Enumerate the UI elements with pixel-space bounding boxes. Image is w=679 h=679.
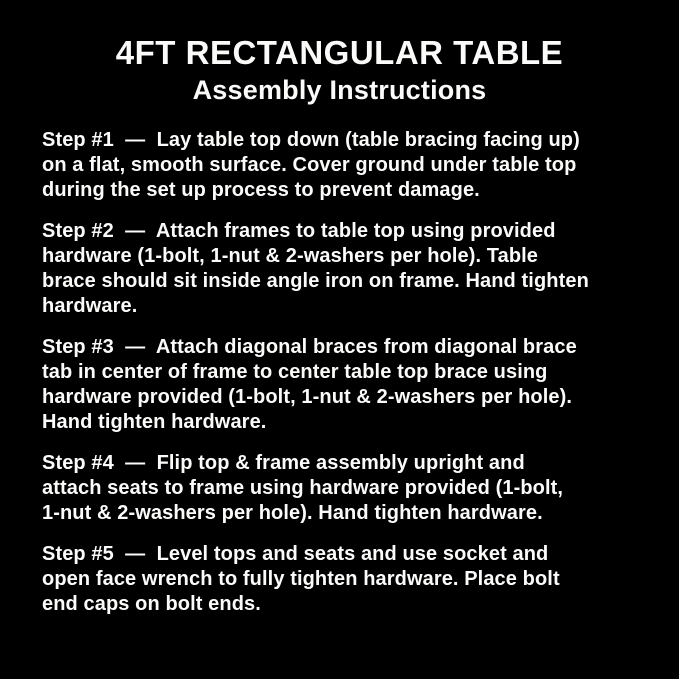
header: [0, 32, 679, 107]
step-3-line: hardware provided (1-bolt, 1-nut & 2-washers per hole).: [42, 386, 573, 408]
step-4-line: 1-nut & 2-washers per hole). Hand tighten hardware.: [42, 502, 543, 524]
step-2-line: hardware.: [42, 295, 138, 317]
step-1-line: during the set up process to prevent damage.: [42, 179, 480, 201]
step-2-paragraph: [42, 219, 655, 319]
step-3-line: Step #3 — Attach diagonal braces from diagonal brace: [42, 336, 577, 358]
step-5-line: Step #5 — Level tops and seats and use socket and: [42, 543, 549, 565]
step-3-paragraph: [42, 335, 655, 435]
step-2-line: hardware (1-bolt, 1-nut & 2-washers per hole). Table: [42, 245, 539, 267]
page-title: 4FT RECTANGULAR TABLE: [115, 34, 564, 71]
step-4-paragraph: [42, 451, 655, 526]
step-5-line: end caps on bolt ends.: [42, 593, 261, 615]
page-subtitle: Assembly Instructions: [192, 75, 487, 105]
step-5-paragraph: [42, 542, 655, 617]
steps-list: [0, 128, 679, 617]
step-2-line: brace should sit inside angle iron on frame. Hand tighten: [42, 270, 589, 292]
step-4-line: Step #4 — Flip top & frame assembly upright and: [42, 452, 525, 474]
step-3-line: Hand tighten hardware.: [42, 411, 267, 433]
step-1-line: Step #1 — Lay table top down (table bracing facing up): [42, 129, 580, 151]
step-1-line: on a flat, smooth surface. Cover ground under table top: [42, 154, 577, 176]
step-2-line: Step #2 — Attach frames to table top using provided: [42, 220, 556, 242]
step-3-line: tab in center of frame to center table top brace using: [42, 361, 548, 383]
step-5-line: open face wrench to fully tighten hardware. Place bolt: [42, 568, 560, 590]
step-4-line: attach seats to frame using hardware provided (1-bolt,: [42, 477, 564, 499]
step-1-paragraph: [42, 128, 655, 203]
